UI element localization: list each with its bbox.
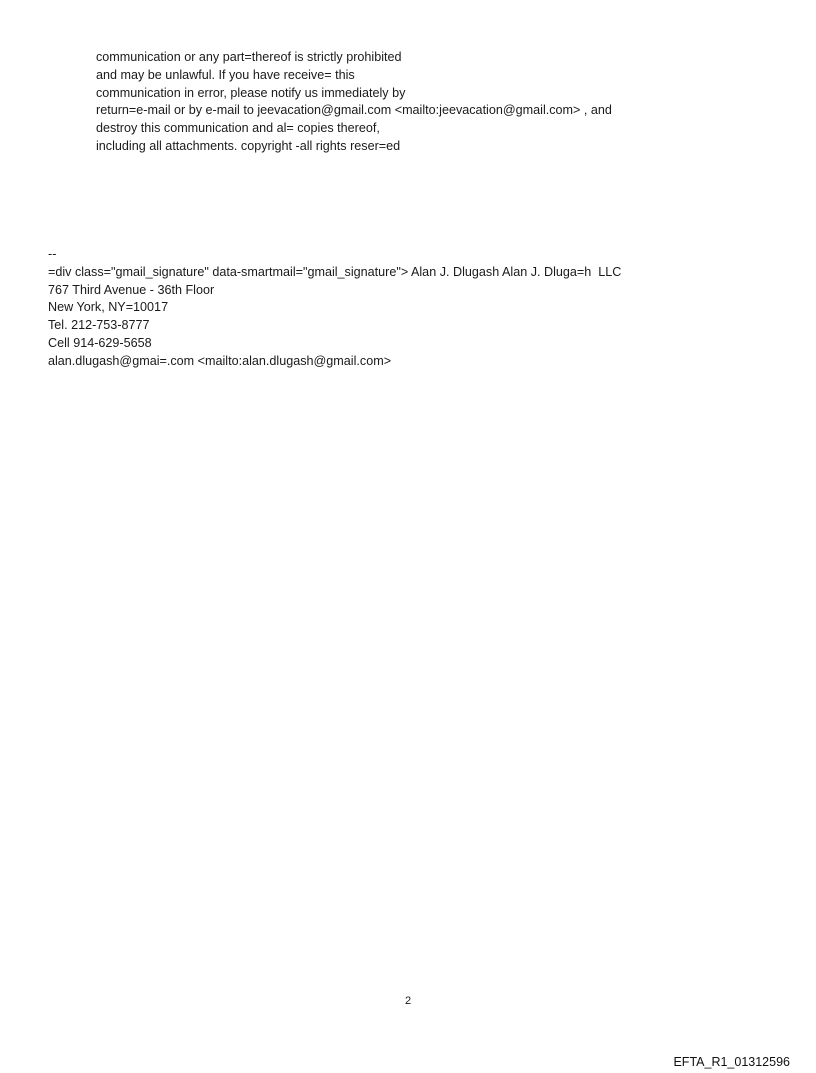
signature-phone-line: Tel. 212-753-8777 (48, 318, 150, 333)
disclaimer-line: and may be unlawful. If you have receive= this (96, 67, 355, 82)
signature-address-line: 767 Third Avenue - 36th Floor (48, 282, 215, 297)
disclaimer-line: return=e-mail or by e-mail to jeevacation@gmail.com <mailto:jeevacation@gmail.com> , and (96, 103, 612, 118)
disclaimer-line: communication in error, please notify us immediately by (96, 85, 406, 100)
disclaimer-line: communication or any part=thereof is strictly prohibited (96, 50, 402, 64)
signature-separator: -- (48, 247, 57, 261)
signature-email-line: alan.dlugash@gmai=.com <mailto:alan.dlugash@gmail.com> (48, 353, 392, 368)
confidentiality-disclaimer (96, 49, 612, 156)
disclaimer-line: including all attachments. copyright -all rights reser=ed (96, 138, 401, 153)
page-number: 2 (404, 995, 412, 1007)
disclaimer-line: destroy this communication and al= copies thereof, (96, 121, 380, 136)
signature-cell-line: Cell 914-629-5658 (48, 335, 152, 350)
signature-city-line: New York, NY=10017 (48, 300, 169, 315)
signature-line: =div class="gmail_signature" data-smartmail="gmail_signature"> Alan J. Dlugash Alan J. Dluga=h LLC (48, 264, 622, 279)
document-id: EFTA_R1_01312596 (673, 1055, 790, 1069)
email-signature (48, 246, 621, 371)
